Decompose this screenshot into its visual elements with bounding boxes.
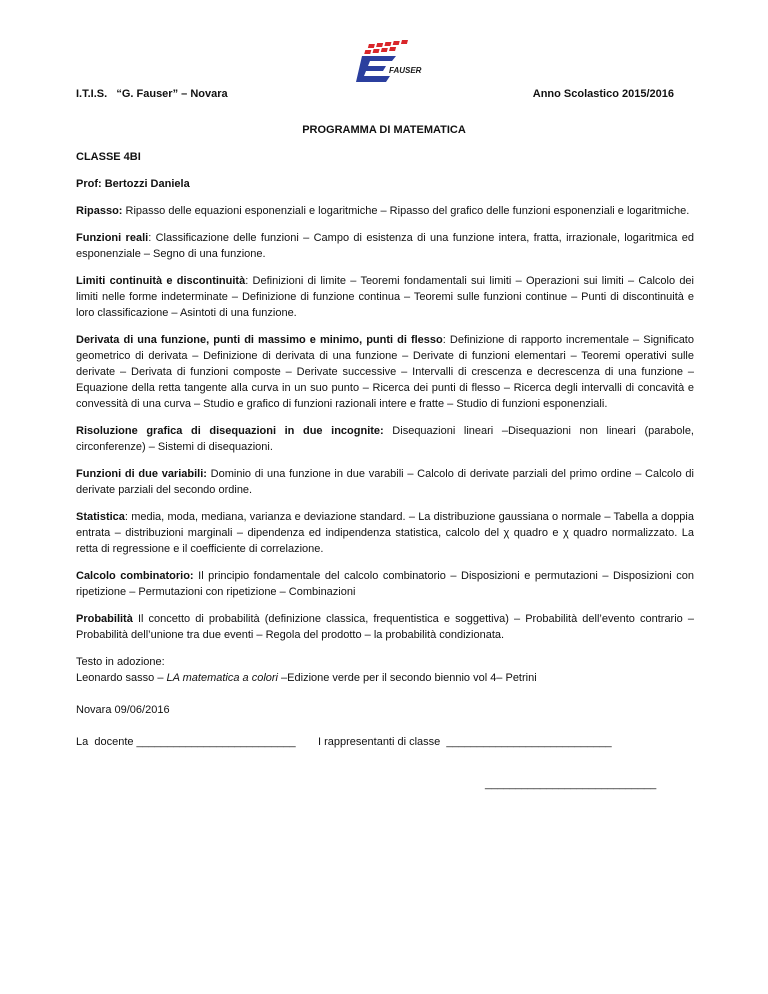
section-limiti bbox=[76, 273, 694, 321]
section-label: Risoluzione grafica di disequazioni in due incognite: bbox=[76, 425, 384, 437]
section-text: Dominio di una funzione in due varabili – Calcolo di derivate parziali del primo ordine – Calcolo di derivate parziali del secondo ordine. bbox=[76, 468, 694, 496]
textbook-details: –Edizione verde per il secondo biennio vol 4– Petrini bbox=[278, 672, 537, 684]
section-derivata bbox=[76, 332, 694, 412]
teacher-signature: La docente __________________________ bbox=[76, 736, 296, 748]
section-label: Statistica bbox=[76, 511, 125, 523]
section-text: Ripasso delle equazioni esponenziali e logaritmiche – Ripasso del grafico delle funzioni esponenziali e logaritmiche. bbox=[122, 205, 690, 217]
representatives-signature: I rappresentanti di classe ___________________________ bbox=[318, 736, 612, 748]
textbook bbox=[76, 654, 694, 686]
section-funzioni-due-variabili bbox=[76, 466, 694, 498]
representatives-signature-line-2: ____________________________ bbox=[485, 778, 657, 790]
teacher-line: Prof: Bertozzi Daniela bbox=[76, 178, 190, 190]
section-label: Limiti continuità e discontinuità bbox=[76, 275, 246, 287]
section-calcolo-combinatorio bbox=[76, 568, 694, 600]
section-text: : Classificazione delle funzioni – Campo di esistenza di una funzione intera, fratta, irrazionale, logaritmica ed esponenziale – Segno di una funzione. bbox=[76, 232, 694, 260]
section-text: : Definizioni di limite – Teoremi fondamentali sui limiti – Operazioni sui limiti – Calcolo dei limiti nelle forme indeterminate – Definizione di funzione continua – Teoremi sulle funzioni continue – Punti di discontinuità e loro classificazione – Asintoti di una funzione. bbox=[76, 275, 694, 319]
signature-area bbox=[76, 734, 694, 794]
class-line: CLASSE 4BI bbox=[76, 151, 141, 163]
section-label: Funzioni reali bbox=[76, 232, 149, 244]
school-year: Anno Scolastico 2015/2016 bbox=[532, 88, 674, 100]
section-label: Probabilità bbox=[76, 613, 133, 625]
document-date: Novara 09/06/2016 bbox=[76, 704, 170, 716]
section-label: Ripasso: bbox=[76, 205, 123, 217]
section-text: Il concetto di probabilità (definizione classica, frequentistica e soggettiva) – Probabilità dell’evento contrario – Probabilità dell’unione tra due eventi – Regola del prodotto – la probabilità condizionata. bbox=[76, 613, 694, 641]
page-title: PROGRAMMA DI MATEMATICA bbox=[302, 124, 466, 136]
section-text: Disequazioni lineari –Disequazioni non lineari (parabole, circonferenze) – Sistemi di disequazioni. bbox=[76, 425, 694, 453]
svg-text:FAUSER: FAUSER bbox=[389, 66, 422, 75]
section-funzioni-reali bbox=[76, 230, 694, 262]
header bbox=[76, 88, 674, 100]
section-text: : Definizione di rapporto incrementale – Significato geometrico di derivata – Definizione di derivata di una funzione – Derivate di funzioni elementari – Teoremi operativi sulle derivate – Derivata di funzioni composte – Derivate successive – Intervalli di crescenza e decrescenza di una funzione – Equazione della retta tangente alla curva in un suo punto – Ricerca dei punti di flesso – Ricerca degli intervalli di concavità e convessità di una curva – Studio e grafico di funzioni razionali intere e fratte – Studio di funzioni esponenziali. bbox=[76, 334, 694, 410]
textbook-intro: Testo in adozione: bbox=[76, 656, 165, 668]
school-name: I.T.I.S. “G. Fauser” – Novara bbox=[76, 88, 228, 100]
section-text: : media, moda, mediana, varianza e deviazione standard. – La distribuzione gaussiana o normale – Tabella a doppia entrata – distribuzioni marginali – dipendenza ed indipendenza statistica, calcolo del χ quadro e χ quadro normalizzato. La retta di regressione e il coefficiente di correlazione. bbox=[76, 511, 694, 555]
document-body bbox=[76, 149, 694, 794]
section-probabilita bbox=[76, 611, 694, 643]
section-label: Calcolo combinatorio: bbox=[76, 570, 194, 582]
textbook-title: LA matematica a colori bbox=[166, 672, 278, 684]
section-disequazioni bbox=[76, 423, 694, 455]
school-logo bbox=[356, 40, 422, 84]
section-label: Derivata di una funzione, punti di massimo e minimo, punti di flesso bbox=[76, 334, 443, 346]
section-statistica bbox=[76, 509, 694, 557]
textbook-author: Leonardo sasso – bbox=[76, 672, 167, 684]
section-label: Funzioni di due variabili: bbox=[76, 468, 207, 480]
section-text: Il principio fondamentale del calcolo combinatorio – Disposizioni e permutazioni – Disposizioni con ripetizione – Permutazioni con ripetizione – Combinazioni bbox=[76, 570, 695, 598]
section-ripasso bbox=[76, 203, 694, 219]
